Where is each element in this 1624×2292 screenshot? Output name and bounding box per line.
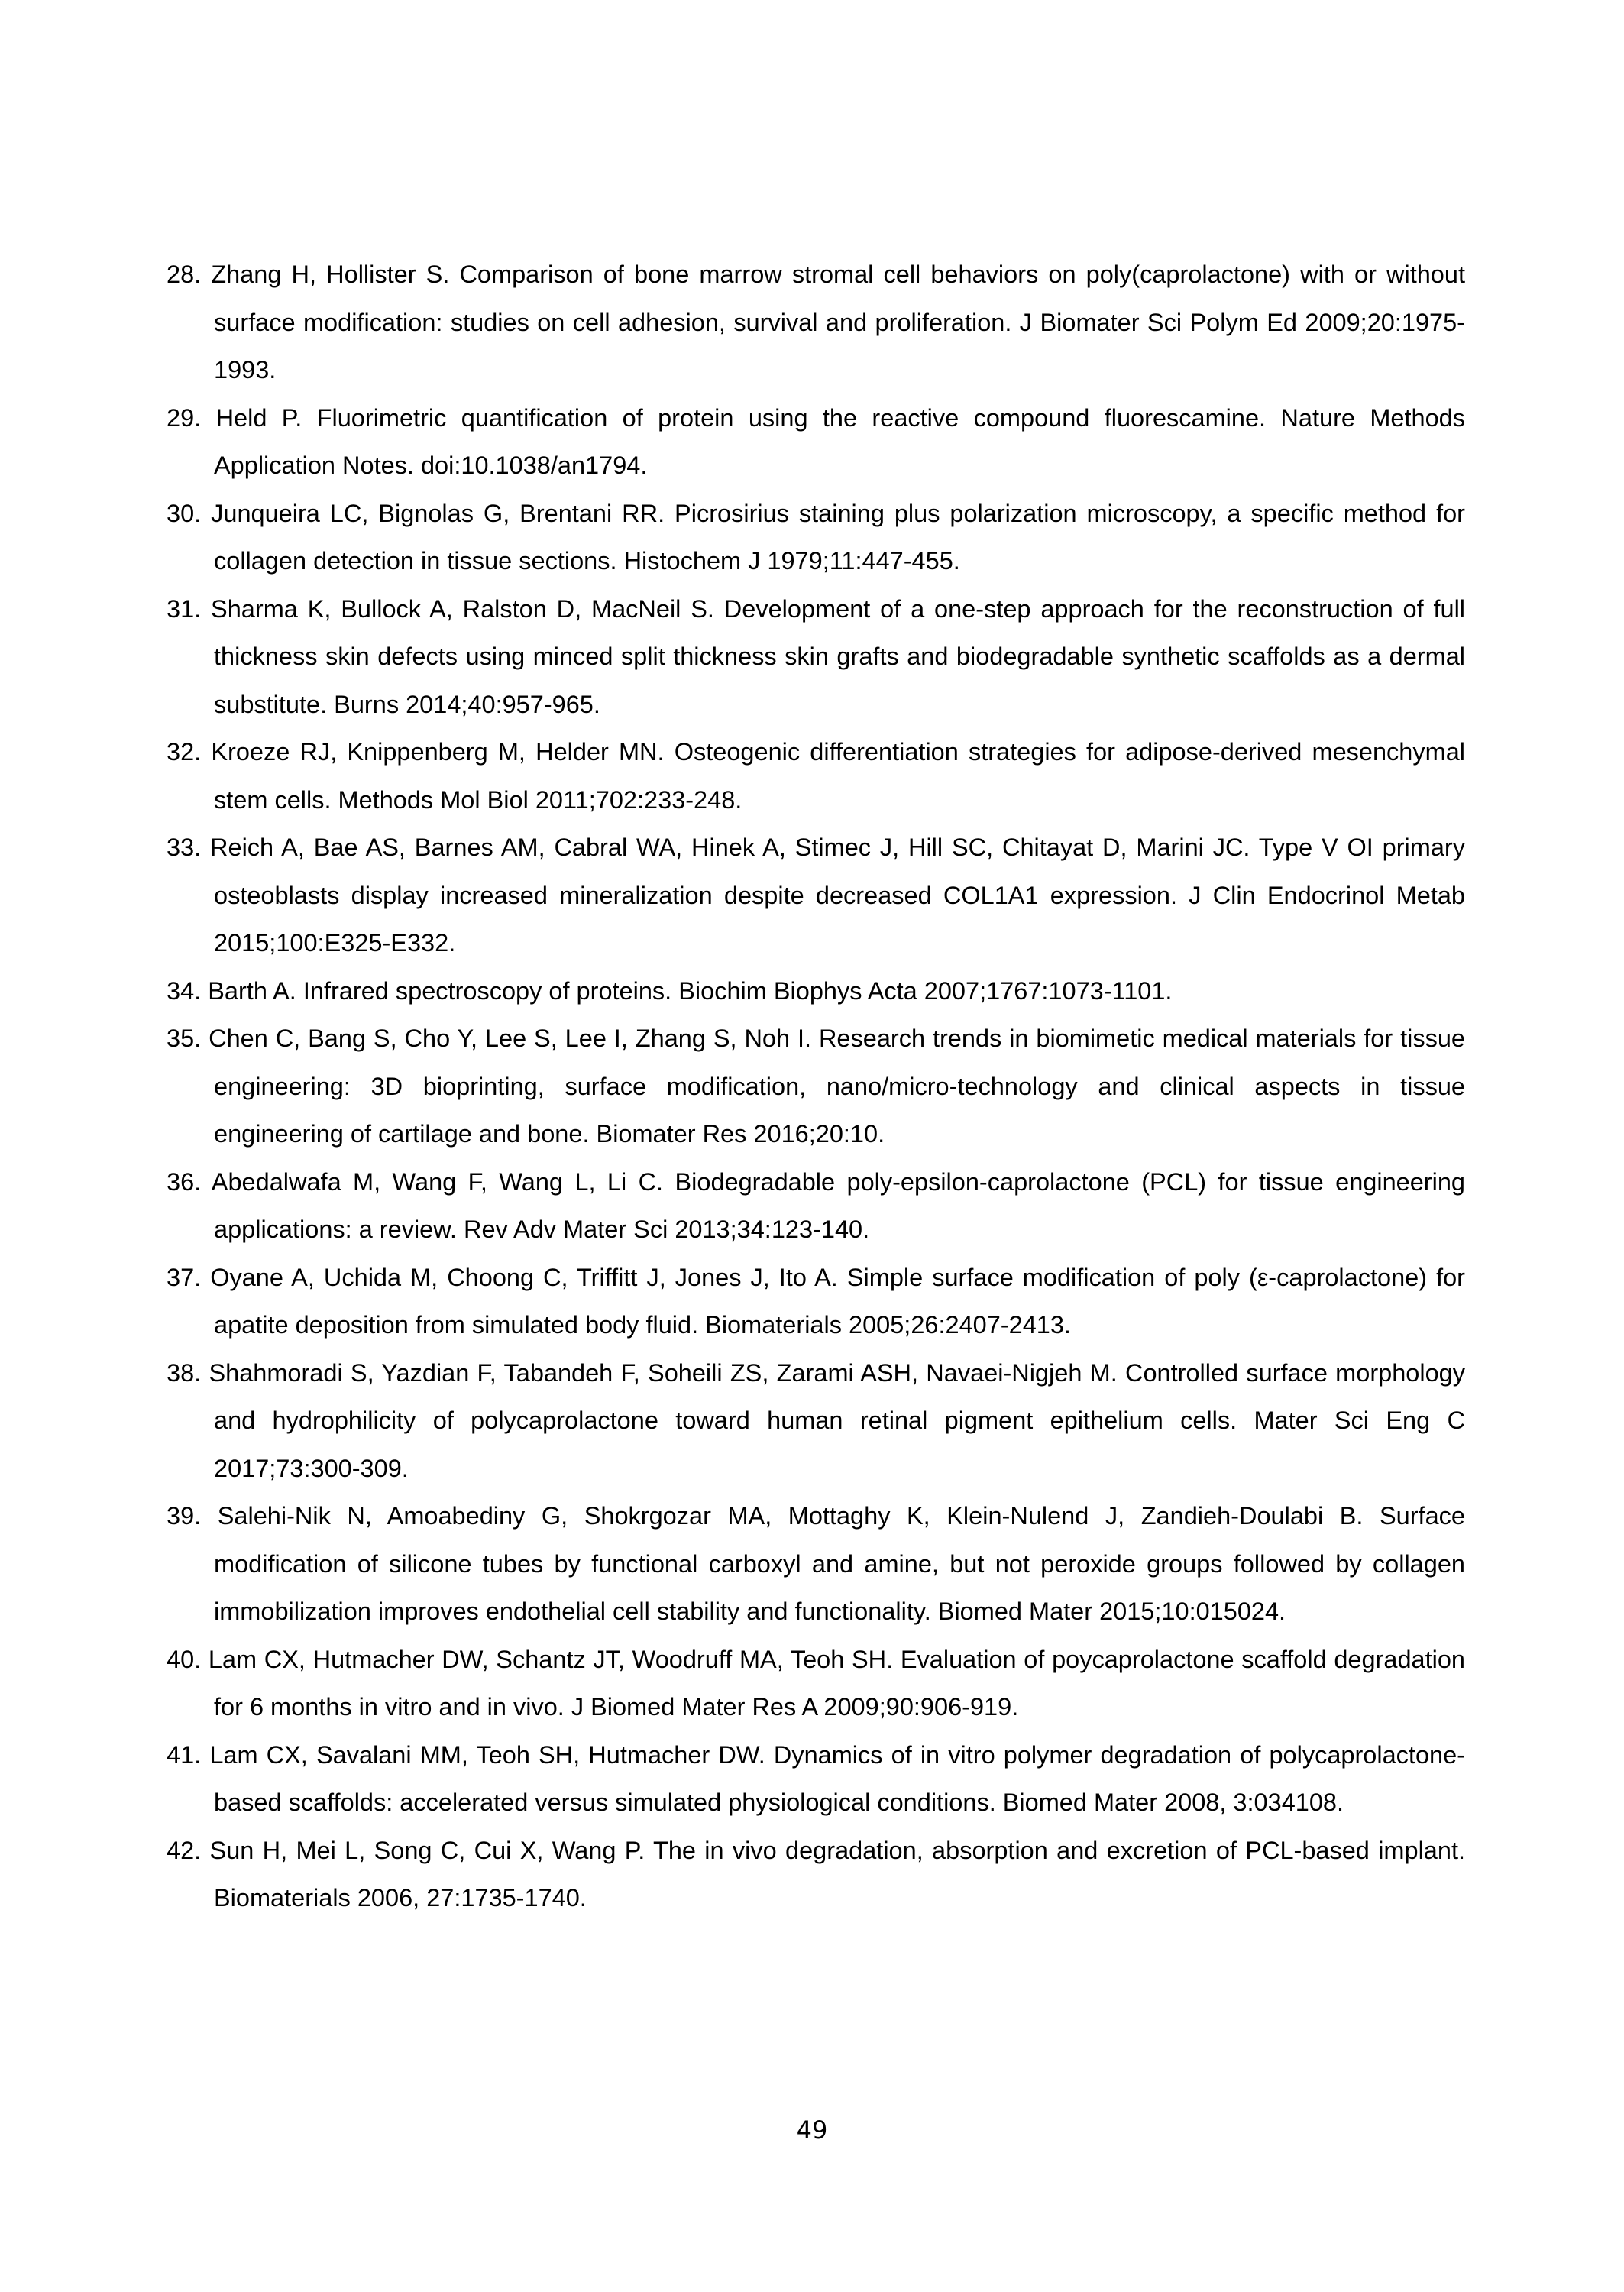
reference-number: 36.: [167, 1167, 202, 1196]
reference-text: Chen C, Bang S, Cho Y, Lee S, Lee I, Zhang S, Noh I. Research trends in biomimetic medical materials for tissue engineering: 3D bioprinting, surface modification, nano/micro-technology and clinical aspects in tissue engineering of cartilage and bone. Biomater Res 2016;20:10.: [209, 1025, 1466, 1148]
reference-number: 29.: [167, 403, 202, 432]
reference-number: 33.: [167, 834, 202, 861]
reference-item: [167, 394, 1465, 490]
reference-text: Sharma K, Bullock A, Ralston D, MacNeil S. Development of a one-step approach for the reconstruction of full thickness skin defects using minced split thickness skin grafts and biodegradable synthetic scaffolds as a dermal substitute. Burns 2014;40:957-965.: [211, 594, 1466, 718]
reference-list: [167, 251, 1465, 1922]
reference-item: [167, 1731, 1465, 1827]
reference-number: 34.: [167, 976, 202, 1005]
reference-text: Junqueira LC, Bignolas G, Brentani RR. Picrosirius staining plus polarization microscopy, a specific method for collagen detection in tissue sections. Histochem J 1979;11:447-455.: [211, 499, 1465, 575]
reference-number: 28.: [167, 261, 202, 288]
reference-text: Oyane A, Uchida M, Choong C, Triffitt J, Jones J, Ito A. Simple surface modification of poly (ε-caprolactone) for apatite deposition from simulated body fluid. Biomaterials 2005;26:2407-2413.: [210, 1263, 1465, 1339]
reference-item: [167, 1827, 1465, 1922]
reference-text: Lam CX, Savalani MM, Teoh SH, Hutmacher DW. Dynamics of in vitro polymer degradation of polycaprolactone-based scaffolds: accelerated versus simulated physiological conditions. Biomed Mater 2008, 3:034108.: [209, 1740, 1466, 1816]
reference-item: [167, 1636, 1465, 1731]
reference-item: [167, 251, 1465, 394]
reference-item: [167, 1254, 1465, 1349]
reference-text: Lam CX, Hutmacher DW, Schantz JT, Woodruff MA, Teoh SH. Evaluation of poycaprolactone scaffold degradation for 6 months in vitro and in vivo. J Biomed Mater Res A 2009;90:906-919.: [208, 1645, 1466, 1721]
page-number: 49: [796, 2116, 828, 2145]
reference-item: [167, 728, 1465, 824]
reference-number: 30.: [167, 499, 202, 527]
reference-number: 35.: [167, 1025, 202, 1052]
reference-item: [167, 585, 1465, 729]
reference-number: 38.: [167, 1358, 202, 1387]
reference-number: 40.: [167, 1645, 202, 1673]
reference-text: Shahmoradi S, Yazdian F, Tabandeh F, Soheili ZS, Zarami ASH, Navaei-Nigjeh M. Controlled surface morphology and hydrophilicity of polycaprolactone toward human retinal pigment epithelium cells. Mater Sci Eng C 2017;73:300-309.: [209, 1358, 1466, 1482]
reference-item: [167, 1015, 1465, 1158]
reference-item: [167, 967, 1465, 1015]
reference-number: 31.: [167, 594, 202, 623]
reference-text: Sun H, Mei L, Song C, Cui X, Wang P. The in vivo degradation, absorption and excretion of PCL-based implant. Biomaterials 2006, 27:1735-1740.: [209, 1836, 1466, 1912]
reference-text: Kroeze RJ, Knippenberg M, Helder MN. Osteogenic differentiation strategies for adipose-derived mesenchymal stem cells. Methods Mol Biol 2011;702:233-248.: [211, 738, 1465, 814]
reference-item: [167, 1349, 1465, 1493]
reference-text: Reich A, Bae AS, Barnes AM, Cabral WA, Hinek A, Stimec J, Hill SC, Chitayat D, Marini JC. Type V OI primary osteoblasts display increased mineralization despite decreased COL1A1 expression. J Clin Endocrinol Metab 2015;100:E325-E332.: [210, 834, 1465, 957]
reference-text: Barth A. Infrared spectroscopy of proteins. Biochim Biophys Acta 2007;1767:1073-1101.: [208, 976, 1173, 1005]
reference-text: Abedalwafa M, Wang F, Wang L, Li C. Biodegradable poly-epsilon-caprolactone (PCL) for tissue engineering applications: a review. Rev Adv Mater Sci 2013;34:123-140.: [211, 1167, 1465, 1243]
reference-text: Salehi-Nik N, Amoabediny G, Shokrgozar MA, Mottaghy K, Klein-Nulend J, Zandieh-Doulabi B. Surface modification of silicone tubes by functional carboxyl and amine, but not peroxide groups followed by collagen immobilization improves endothelial cell stability and functionality. Biomed Mater 2015;10:015024.: [214, 1502, 1465, 1625]
reference-number: 41.: [167, 1740, 202, 1769]
reference-item: [167, 824, 1465, 967]
reference-item: [167, 490, 1465, 585]
reference-item: [167, 1492, 1465, 1636]
reference-text: Held P. Fluorimetric quantification of protein using the reactive compound fluorescamine. Nature Methods Application Notes. doi:10.1038/an1794.: [214, 403, 1465, 479]
reference-number: 39.: [167, 1502, 202, 1530]
reference-text: Zhang H, Hollister S. Comparison of bone marrow stromal cell behaviors on poly(caprolactone) with or without surface modification: studies on cell adhesion, survival and proliferation. J Biomater Sci Polym Ed 2009;20:1975-1993.: [211, 261, 1465, 384]
reference-number: 42.: [167, 1836, 202, 1864]
reference-item: [167, 1158, 1465, 1254]
reference-number: 37.: [167, 1263, 202, 1291]
reference-number: 32.: [167, 738, 202, 766]
